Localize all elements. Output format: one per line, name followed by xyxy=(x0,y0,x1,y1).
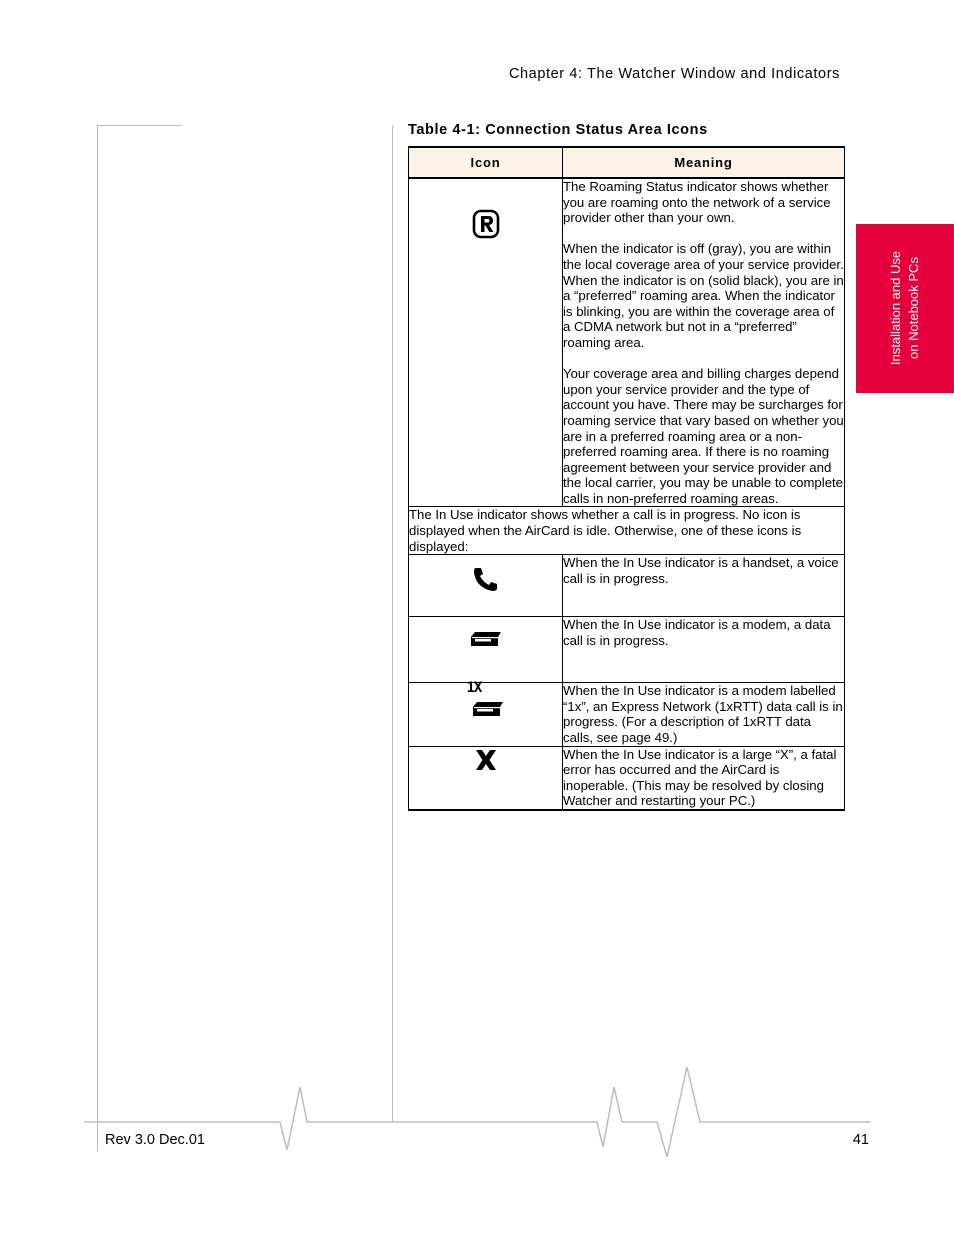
column-header-icon: Icon xyxy=(409,147,563,178)
table-row-in-use-intro xyxy=(409,507,845,555)
side-tab-line-2: on Notebook PCs xyxy=(906,257,921,359)
section-side-tab xyxy=(856,224,954,393)
roaming-paragraph-1: The Roaming Status indicator shows whether you are roaming onto the network of a service provider other than your own. xyxy=(563,179,831,226)
side-tab-line-1: Installation and Use xyxy=(888,250,903,366)
footer-revision: Rev 3.0 Dec.01 xyxy=(105,1132,205,1148)
icon-cell xyxy=(409,178,563,507)
meaning-cell: When the In Use indicator is a large “X”, a fatal error has occurred and the AirCard is inoperable. (This may be resolved by closing Watcher and restarting your PC.) xyxy=(563,746,845,810)
table-caption: Table 4-1: Connection Status Area Icons xyxy=(408,122,708,138)
roaming-r-icon xyxy=(472,209,500,243)
roaming-paragraph-3: Your coverage area and billing charges depend upon your service provider and the type of account you have. There may be surcharges for roaming service that vary based on whether you are in a preferred roaming area or a non-preferred roaming area. If there is no roaming agreement between your service provider and the local carrier, you may be unable to complete calls in non-preferred roaming areas. xyxy=(563,366,844,506)
table-row-error-x xyxy=(409,746,845,810)
column-rule xyxy=(392,125,393,1122)
modem-1x-label: 1X xyxy=(466,680,482,697)
meaning-cell: When the In Use indicator is a handset, a voice call is in progress. xyxy=(563,555,845,617)
table-row-roaming xyxy=(409,178,845,507)
meaning-cell xyxy=(563,178,845,507)
table-header-row xyxy=(409,147,845,178)
connection-status-table xyxy=(408,146,845,811)
handset-icon xyxy=(472,565,500,597)
table-row-handset xyxy=(409,555,845,617)
column-header-meaning: Meaning xyxy=(563,147,845,178)
icon-cell xyxy=(409,617,563,683)
modem-icon xyxy=(469,629,503,653)
large-x-icon xyxy=(473,747,499,777)
footer-page-number: 41 xyxy=(852,1132,869,1148)
icon-cell xyxy=(409,555,563,617)
roaming-paragraph-2: When the indicator is off (gray), you are within the local coverage area of your service provider. When the indicator is on (solid black), you are in a “preferred” roaming area. When the indicator is blinking, you are within the coverage area of a CDMA network but not in a “preferred” roaming area. xyxy=(563,241,844,350)
side-tab-label xyxy=(887,251,923,365)
meaning-cell: When the In Use indicator is a modem labelled “1x”, an Express Network (1xRTT) data call is in progress. (For a description of 1xRTT data calls, see page 49.) xyxy=(563,683,843,746)
in-use-intro-cell: The In Use indicator shows whether a call is in progress. No icon is displayed when the AirCard is idle. Otherwise, one of these icons is displayed: xyxy=(409,507,845,555)
icon-cell xyxy=(409,680,563,746)
icon-cell xyxy=(409,746,563,810)
footer-waveform-rule xyxy=(0,1055,954,1165)
margin-rule-top xyxy=(97,125,182,126)
margin-rule-left xyxy=(97,125,98,1151)
table-row-modem xyxy=(409,617,845,683)
modem-1x-icon xyxy=(466,680,505,719)
running-head: Chapter 4: The Watcher Window and Indicators xyxy=(508,66,840,82)
meaning-cell: When the In Use indicator is a modem, a data call is in progress. xyxy=(563,617,845,683)
table-row-modem-1x xyxy=(409,683,845,746)
